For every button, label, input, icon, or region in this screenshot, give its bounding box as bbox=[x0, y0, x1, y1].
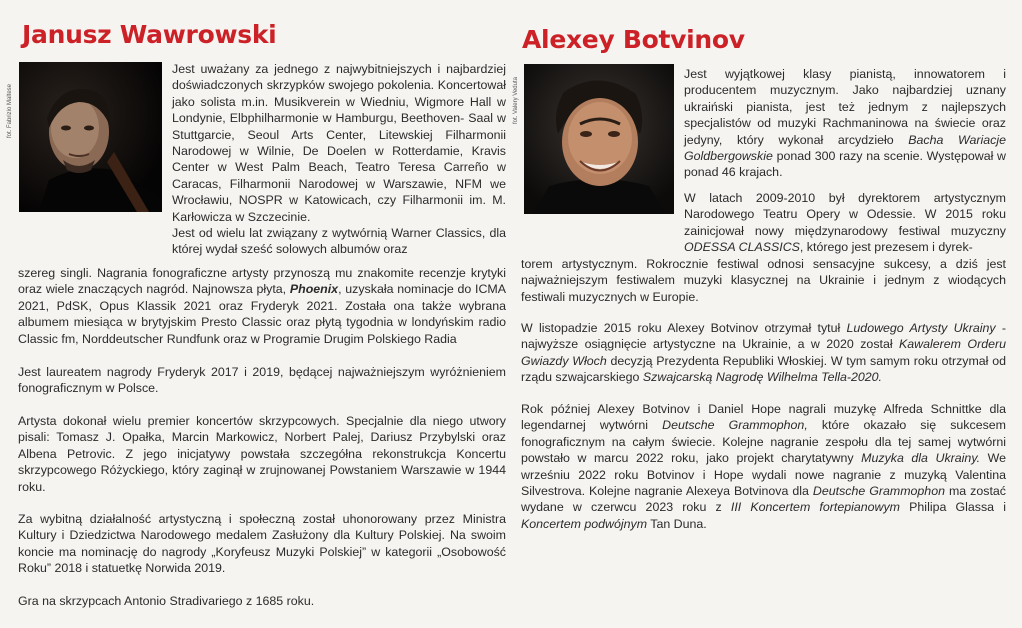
right-paragraph-3: W listopadzie 2015 roku Alexey Botvinov otrzymał tytuł Ludowego Artysty Ukrainy - najwyższe osiągnięcie artystyczne na Ukrainie, a w 2020 został Kawalerem Orderu Gwiazdy Włoch decyzją Prezydenta Republiki Włoskiej. W tym samym roku otrzymał od rządu szwajcarskiego Szwajcarską Nagrodę Wilhelma Tella-2020. bbox=[521, 321, 1007, 385]
phoenix-album: Phoenix bbox=[289, 282, 339, 297]
odessa-classics-festival: ODESSA CLASSICS bbox=[684, 240, 800, 255]
right-paragraph-4: Rok później Alexey Botvinov i Daniel Hope nagrali muzykę Alfreda Schnittke dla legendarnej wytwórni Deutsche Grammophon, które okazało się sukcesem fonograficznym na całym świecie. Kolejne nagranie zespołu dla tej samej wytwórni powstało w marcu 2022 roku, jako projekt charytatywny Muzyka dla Ukrainy. We wrześniu 2022 roku Botvinov i Hope wydali nowe nagranie z muzyką Valentina Silvestrova. Kolejne nagranie Alexeya Botvinova dla Deutsche Grammophon ma zostać wydane w czerwcu 2023 roku z III Koncertem fortepianowym Philipa Glassa i Koncertem podwójnym Tan Duna. bbox=[521, 402, 1007, 531]
left-paragraph-2-continued: szereg singli. Nagrania fonograficzne artysty przynoszą mu znakomite recenzje krytyki oraz wiele znaczących nagród. Najnowsza płyta, Phoenix, uzyskała nominacje do ICMA 2021, PdSK, Opus Klassik 2021 oraz Fryderyk 2021. Została ona także wybrana albumem miesiąca w brytyjskim Presto Classic oraz płytą tygodnia w londyńskim radio Classic fm, Norddeutscher Rundfunk oraz w Programie Drugim Polskiego Radia bbox=[18, 266, 506, 346]
janusz-wawrowski-name: Janusz Wawrowski bbox=[22, 20, 277, 49]
alexey-botvinov-name: Alexey Botvinov bbox=[522, 25, 745, 54]
janusz-wawrowski-photo bbox=[19, 62, 162, 212]
left-paragraph-6: Gra na skrzypcach Antonio Stradivariego z 1685 roku. bbox=[18, 594, 315, 608]
alexey-botvinov-photo bbox=[524, 64, 674, 214]
right-paragraph-2-start: W latach 2009-2010 był dyrektorem artystycznym Narodowego Teatru Opery w Odessie. W 2015 roku zainicjował nowy międzynarodowy festiwal muzyczny ODESSA CLASSICS, którego jest prezesem i dyrek- bbox=[684, 191, 1006, 255]
left-photo-credit: fot. Fabrizio Maltese bbox=[7, 83, 13, 138]
left-paragraph-5: Za wybitną działalność artystyczną i społeczną został uhonorowany przez Ministra Kultury i Dziedzictwa Narodowego medalem Zasłużony dla Kultury Polskiej. Na swoim koncie ma nominację do nagrody „Koryfeusz Muzyki Polskiej” w kategorii „Osobowość Roku” 2018 i statuetkę Norwida 2019. bbox=[18, 512, 506, 576]
left-paragraph-2-start: Jest od wielu lat związany z wytwórnią Warner Classics, dla której wydał sześć solowych albumów oraz bbox=[172, 226, 506, 257]
left-paragraph-4: Artysta dokonał wielu premier koncertów skrzypcowych. Specjalnie dla niego utwory pisali: Tomasz J. Opałka, Marcin Markowicz, Norbert Palej, Dariusz Przybylski oraz Albena Petrovic. Z jego inicjatywy powstała szczegółna rekonstrukcja Koncertu skrzypcowego Różyckiego, który zaginął w zrujnowanej Powstaniem Warszawie w 1944 roku. bbox=[18, 414, 506, 494]
right-paragraph-1: Jest wyjątkowej klasy pianistą, innowatorem i producentem muzycznym. Jako najbardziej uznany ukraiński pianista, jest też jednym z najlepszych specjalistów od muzyki Rachmaninowa na świecie oraz jedyny, który wykonał arcydzieło Bacha Wariacje Goldbergowskie ponad 300 razy na scenie. Występował w ponad 46 krajach. bbox=[684, 67, 1006, 180]
right-paragraph-2-continued: torem artystycznym. Rokrocznie festiwal odnosi sensacyjne sukcesy, a dziś jest najważniejszym festiwalem muzyki klasycznej na Ukrainie i jednym z wiodących festiwali muzycznych w Europie. bbox=[521, 257, 1006, 304]
left-paragraph-1: Jest uważany za jednego z najwybitniejszych i najbardziej doświadczonych skrzypków swojego pokolenia. Koncertował jako solista m.in. Musikverein w Wiedniu, Wigmore Hall w Londynie, Elbphilharmonie w Hamburgu, Beethoven- Saal w Stuttgarcie, Seoul Arts Center, Litewskiej Filharmonii Narodowej w Wilnie, De Doelen w Rotterdamie, Kravis Center w West Palm Beach, Teatro Teresa Carreño w Caracas, Filharmonii Narodowej w Warszawie, NFM we Wrocławiu, NOSPR w Katowicach, czy Filharmonii im. M. Karłowicza w Szczecinie. bbox=[172, 62, 506, 224]
right-photo-credit: fot. Valery Veduta bbox=[513, 77, 519, 124]
left-paragraph-3: Jest laureatem nagrody Fryderyk 2017 i 2019, będącej najważniejszym wyróżnieniem fonograficznym w Polsce. bbox=[18, 365, 506, 396]
